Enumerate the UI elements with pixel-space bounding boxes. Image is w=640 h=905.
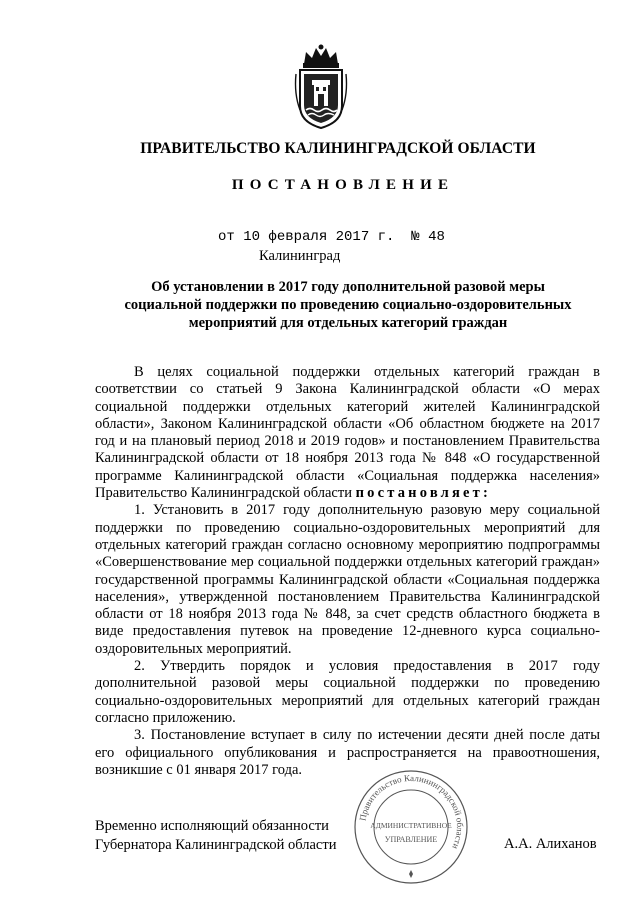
clause-3: 3. Постановление вступает в силу по истечении десяти дней после даты его официального опубликования и распространяется на правоотношения, возникшие с 01 января 2017 года.	[95, 727, 600, 778]
stamp-inner-line: УПРАВЛЕНИЕ	[384, 835, 438, 844]
clause-2: 2. Утвердить порядок и условия предоставления в 2017 году дополнительной разовой меры социальной поддержки по проведению социально-оздоровительных мероприятий для отдельных категорий граждан согласно приложению.	[95, 658, 600, 726]
document-date: 10 февраля 2017 г.	[243, 229, 395, 245]
signer-position-line: Губернатора Калининградской области	[95, 837, 337, 853]
document-subject	[0, 278, 640, 332]
signer-position	[95, 817, 336, 855]
document-body	[95, 364, 600, 779]
stamp-ring-text: Правительство Калининградской области	[357, 772, 466, 851]
official-seal-icon	[352, 768, 470, 886]
signer-name: А.А. Алиханов	[504, 836, 597, 852]
number-sign: №	[411, 229, 420, 245]
subject-line: Об установлении в 2017 году дополнительной разовой меры	[151, 279, 545, 295]
date-line	[218, 229, 445, 245]
document-type: ПОСТАНОВЛЕНИЕ	[231, 177, 455, 193]
subject-line: мероприятий для отдельных категорий граждан	[188, 315, 508, 331]
city: Калининград	[259, 248, 341, 264]
signer-position-line: Временно исполняющий обязанности	[95, 818, 329, 834]
stamp-inner-line: АДМИНИСТРАТИВНОЕ	[370, 821, 452, 830]
subject-line: социальной поддержки по проведению социально-оздоровительных	[124, 297, 572, 313]
date-prefix: от	[218, 229, 235, 245]
clause-1: 1. Установить в 2017 году дополнительную разовую меру социальной поддержки по проведению социально-оздоровительных мероприятий для отдельных категорий граждан согласно основному мероприятию подпрограммы «Совершенствование мер социальной поддержки отдельных категорий граждан» государственной программы Калининградской области «Социальная поддержка населения», утвержденной постановлением Правительства Калининградской области от 18 ноября 2013 года № 848, за счет средств областного бюджета в виде предоставления путевок на проведение 12-дневного курса социально-оздоровительных мероприятий.	[95, 502, 600, 657]
resolves-word: постановляет:	[355, 485, 492, 502]
government-title: ПРАВИТЕЛЬСТВО КАЛИНИНГРАДСКОЙ ОБЛАСТИ	[140, 140, 536, 157]
coat-of-arms-icon	[292, 44, 350, 130]
document-number: 48	[428, 229, 445, 245]
preamble	[95, 364, 600, 502]
preamble-text: В целях социальной поддержки отдельных категорий граждан в соответствии со статьей 9 Закона Калининградской области «О мерах социальной поддержки отдельных категорий жителей Калининградской области», Законом Калининградской области «Об областном бюджете на 2017 год и на плановый период 2018 и 2019 годов» и постановлением Правительства Калининградской области от 18 ноября 2013 года № 848 «О государственной программе Калининградской области «Социальная поддержка населения» Правительство Калининградской области	[95, 364, 600, 502]
